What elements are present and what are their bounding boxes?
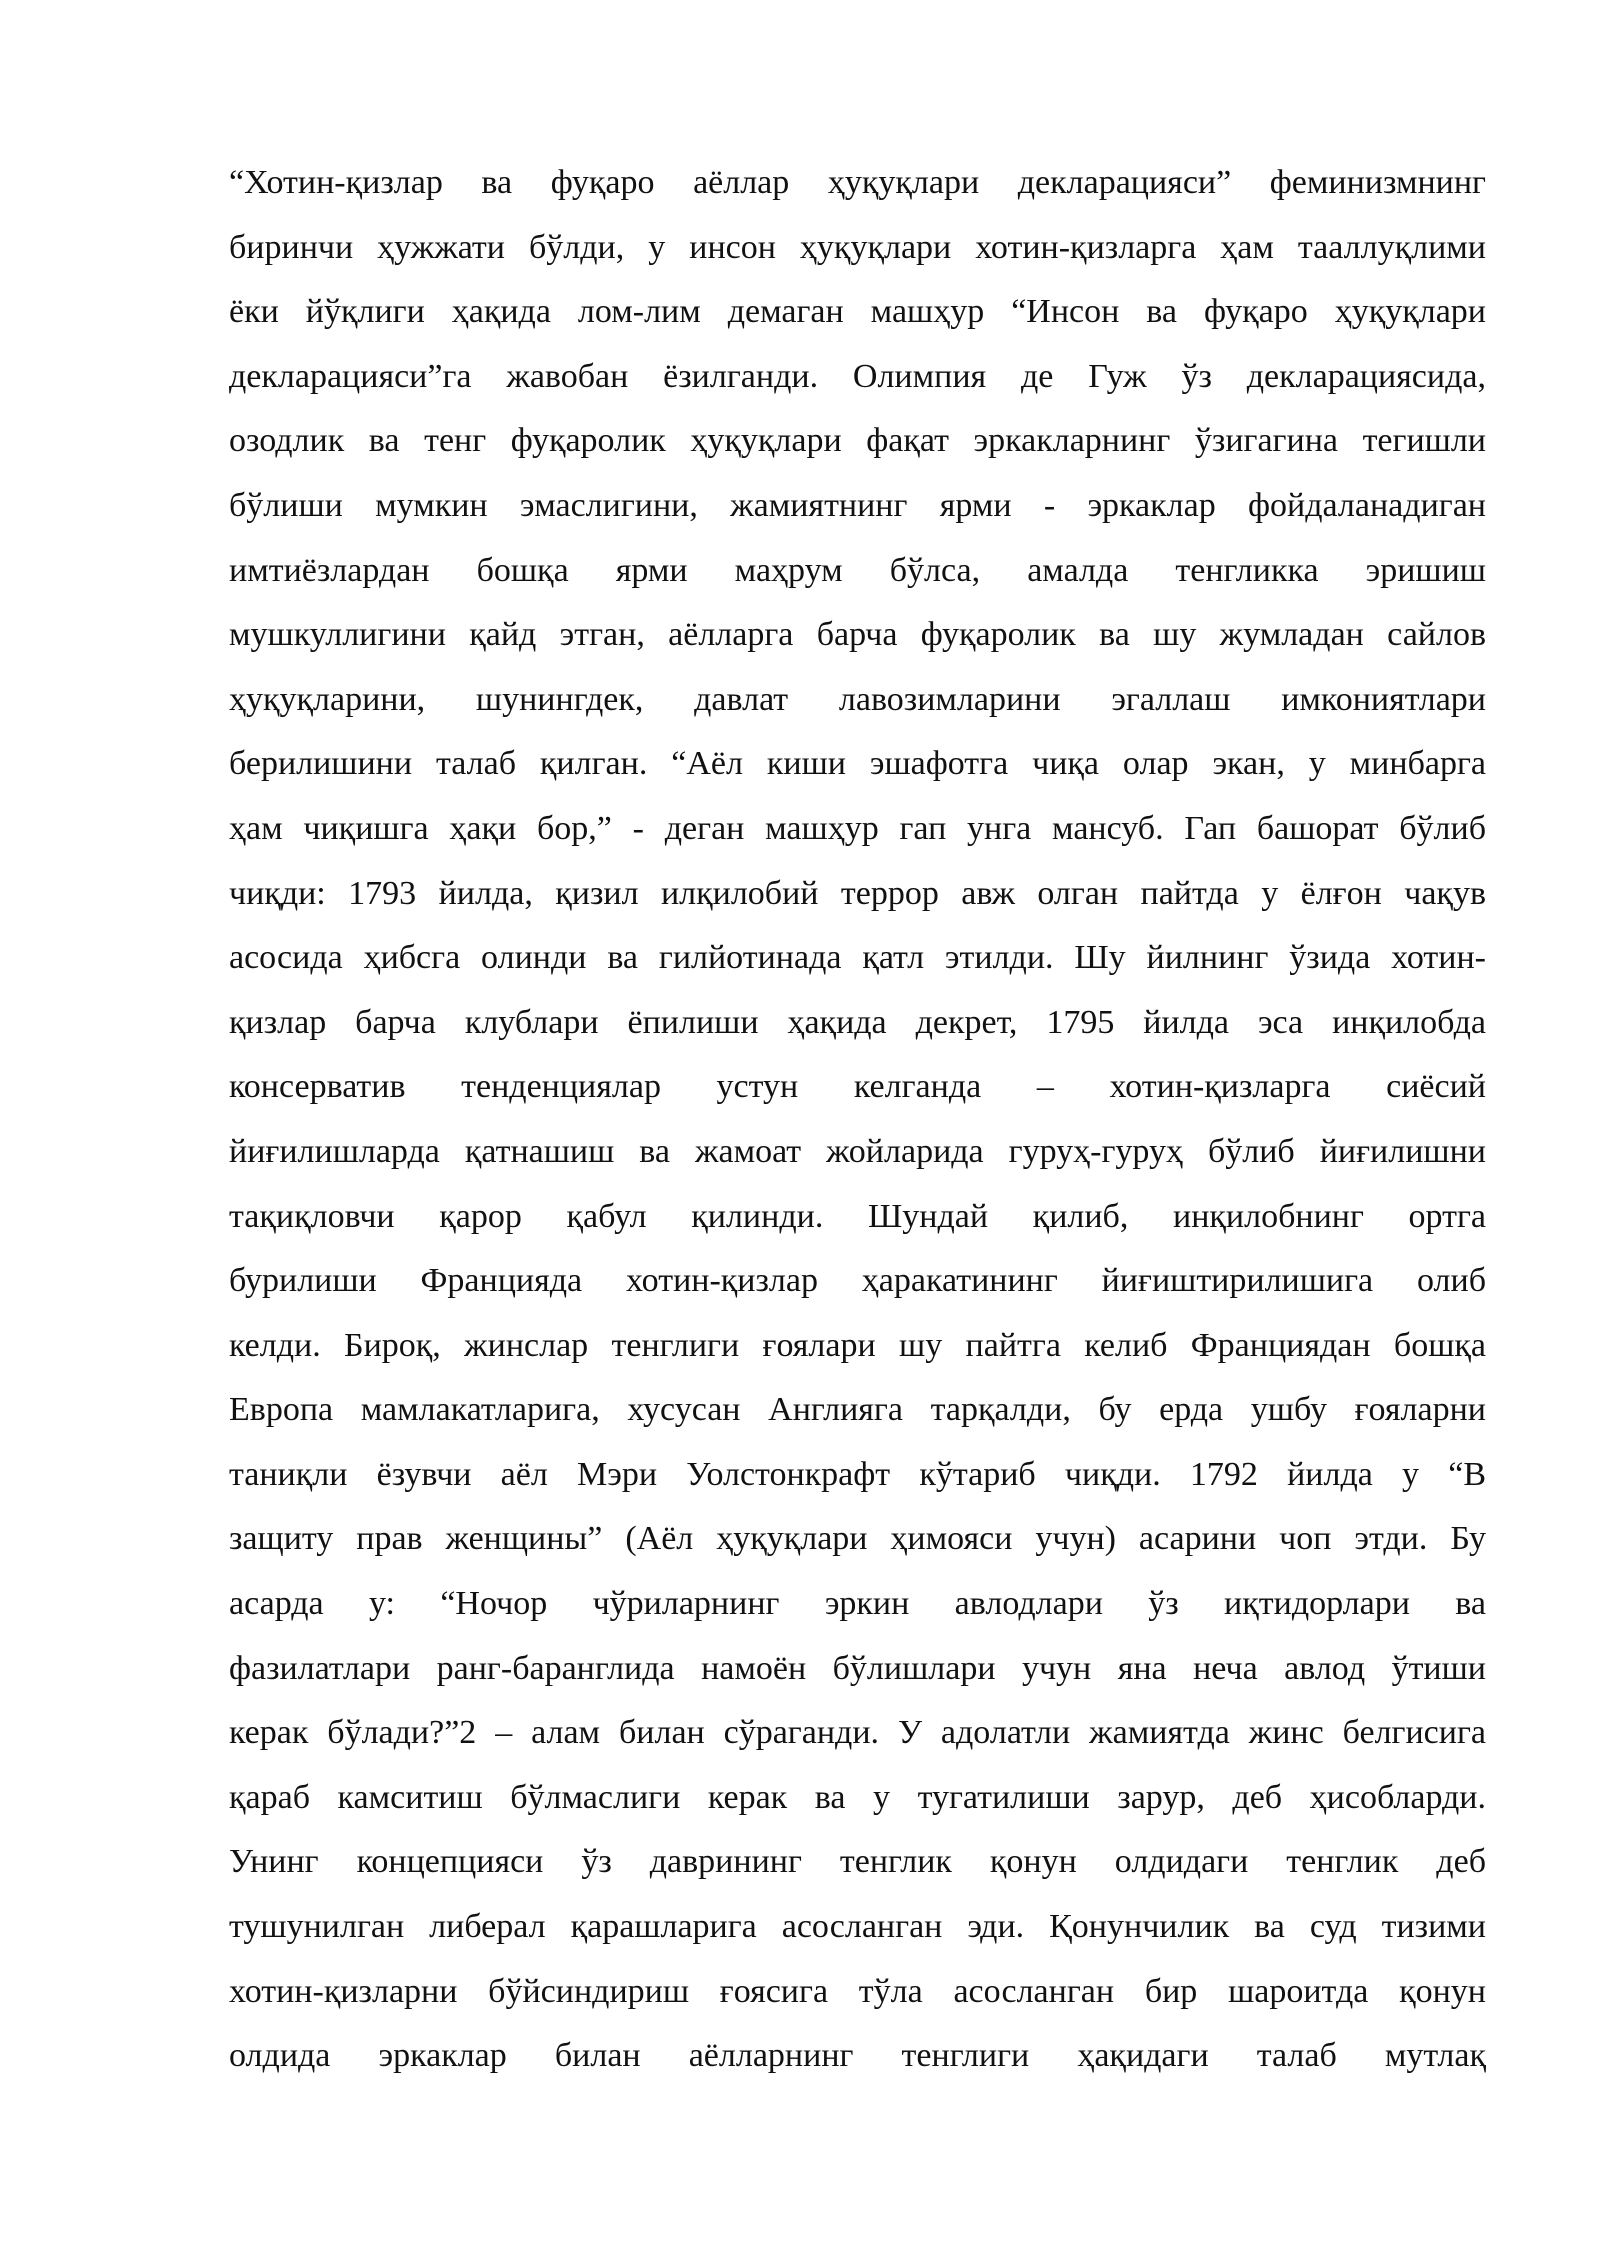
text-line: берилишини талаб қилган. “Аёл киши эшафотга чиқа олар экан, у минбарга	[229, 745, 1486, 783]
text-line: асарда у: “Ночор чўриларнинг эркин авлодлари ўз иқтидорлари ва	[229, 1585, 1486, 1623]
text-line: Европа мамлакатларига, хусусан Англияга тарқалди, бу ерда ушбу ғояларни	[229, 1391, 1486, 1429]
text-line: имтиёзлардан бошқа ярми маҳрум бўлса, амалда тенгликка эришиш	[229, 551, 1486, 589]
text-line: биринчи ҳужжати бўлди, у инсон ҳуқуқлари хотин-қизларга ҳам тааллуқлими	[229, 228, 1486, 266]
text-line: қараб камситиш бўлмаслиги керак ва у тугатилиши зарур, деб ҳисобларди.	[229, 1778, 1486, 1816]
text-line: таниқли ёзувчи аёл Мэри Уолстонкрафт кўтариб чиқди. 1792 йилда у “В	[229, 1455, 1486, 1493]
text-line: “Хотин-қизлар ва фуқаро аёллар ҳуқуқлари декларацияси” феминизмнинг	[229, 164, 1486, 201]
text-line: озодлик ва тенг фуқаролик ҳуқуқлари фақат эркакларнинг ўзигагина тегишли	[229, 422, 1486, 460]
body-paragraph	[229, 151, 1486, 2089]
text-line: мушкуллигини қайд этган, аёлларга барча фуқаролик ва шу жумладан сайлов	[229, 616, 1486, 654]
text-line: тақиқловчи қарор қабул қилинди. Шундай қилиб, инқилобнинг ортга	[229, 1197, 1486, 1235]
text-line: Унинг концепцияси ўз даврининг тенглик қонун олдидаги тенглик деб	[229, 1843, 1486, 1881]
text-line: ҳуқуқларини, шунингдек, давлат лавозимларини эгаллаш имкониятлари	[229, 680, 1486, 718]
text-line: тушунилган либерал қарашларига асосланган эди. Қонунчилик ва суд тизими	[229, 1908, 1486, 1946]
text-line: консерватив тенденциялар устун келганда – хотин-қизларга сиёсий	[229, 1068, 1486, 1106]
text-line: келди. Бироқ, жинслар тенглиги ғоялари шу пайтга келиб Франциядан бошқа	[229, 1326, 1486, 1364]
text-line: қизлар барча клублари ёпилиши ҳақида декрет, 1795 йилда эса инқилобда	[229, 1003, 1486, 1041]
text-line: ёки йўқлиги ҳақида лом-лим демаган машҳур “Инсон ва фуқаро ҳуқуқлари	[229, 293, 1486, 331]
text-line: керак бўлади?”2 – алам билан сўраганди. У адолатли жамиятда жинс белгисига	[229, 1714, 1486, 1752]
text-line: ҳам чиқишга ҳақи бор,” - деган машҳур гап унга мансуб. Гап башорат бўлиб	[229, 809, 1486, 847]
text-line: асосида ҳибсга олинди ва гилйотинада қатл этилди. Шу йилнинг ўзида хотин-	[229, 939, 1486, 977]
text-line: йиғилишларда қатнашиш ва жамоат жойларида гуруҳ-гуруҳ бўлиб йиғилишни	[229, 1132, 1486, 1170]
text-line: бўлиши мумкин эмаслигини, жамиятнинг ярми - эркаклар фойдаланадиган	[229, 486, 1486, 524]
text-line: олдида эркаклар билан аёлларнинг тенглиги ҳақидаги талаб мутлақ	[229, 2037, 1486, 2075]
text-line: фазилатлари ранг-баранглида намоён бўлишлари учун яна неча авлод ўтиши	[229, 1649, 1486, 1687]
text-line: защиту прав женщины” (Аёл ҳуқуқлари ҳимояси учун) асарини чоп этди. Бу	[229, 1520, 1486, 1558]
text-line: декларацияси”га жавобан ёзилганди. Олимпия де Гуж ўз декларациясида,	[229, 357, 1486, 395]
text-line: хотин-қизларни бўйсиндириш ғоясига тўла асосланган бир шароитда қонун	[229, 1972, 1486, 2010]
text-line: чиқди: 1793 йилда, қизил илқилобий террор авж олган пайтда у ёлғон чақув	[229, 874, 1486, 912]
text-line: бурилиши Францияда хотин-қизлар ҳаракатининг йиғиштирилишига олиб	[229, 1262, 1486, 1300]
